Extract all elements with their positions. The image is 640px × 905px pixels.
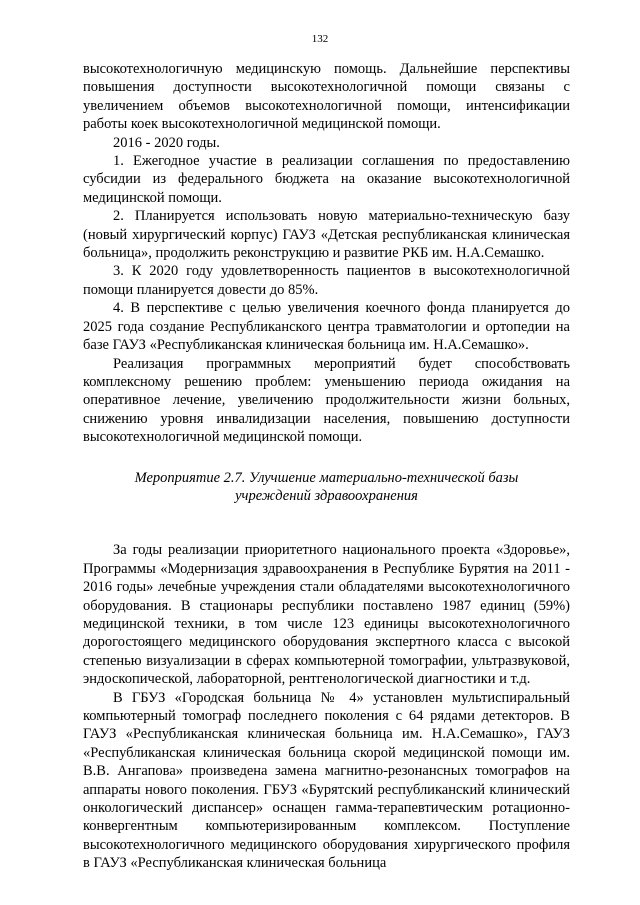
paragraph-item-2: 2. Планируется использовать новую материально-техническую базу (новый хирургический корпус) ГАУЗ «Детская республиканская клиническая больница», продолжить реконструкцию и развитие РКБ им. Н.А.Семашко.	[83, 208, 570, 262]
paragraph-hospitals: В ГБУЗ «Городская больница № 4» установлен мультиспиральный компьютерный томограф последнего поколения с 64 рядами детекторов. В ГАУЗ «Республиканская клиническая больница им. Н.А.Семашко», ГАУЗ «Республиканская клиническая больница скорой медицинской помощи им. В.В. Ангапова» произведена замена магнитно-резонансных томографов на аппараты нового поколения. ГБУЗ «Бурятский республиканский клинический онкологический диспансер» оснащен гамма-терапевтическим ротационно-конвергентным компьютеризированным комплексом. Поступление высокотехнологичного медицинского оборудования хирургического профиля в ГАУЗ «Республиканская клиническая больница	[83, 689, 570, 872]
section-heading-line-2: учреждений здравоохранения	[235, 487, 418, 504]
paragraph-item-3: 3. К 2020 году удовлетворенность пациентов в высокотехнологичной помощи планируется довести до 85%.	[83, 263, 570, 298]
paragraph-item-4: 4. В перспективе с целью увеличения коечного фонда планируется до 2025 года создание Республиканского центра травматологии и ортопедии на базе ГАУЗ «Республиканская клиническая больница им. Н.А.Семашко».	[83, 300, 570, 354]
document-body	[83, 60, 570, 873]
paragraph-continuation: высокотехнологичную медицинскую помощь. Дальнейшие перспективы повышения доступности высокотехнологичной помощи связаны с увеличением объемов высокотехнологичной помощи, интенсификации работы коек высокотехнологичной медицинской помощи.	[83, 61, 570, 133]
section-heading	[83, 469, 570, 506]
paragraph-equipment: За годы реализации приоритетного национального проекта «Здоровье», Программы «Модернизация здравоохранения в Республике Бурятия на 2011 - 2016 годы» лечебные учреждения стали обладателями высокотехнологичного оборудования. В стационары республики поставлено 1987 единиц (59%) медицинской техники, в том числе 123 единицы высокотехнологичного дорогостоящего медицинского оборудования экспертного класса с высокой степенью визуализации в сферах компьютерной томографии, ультразвуковой, эндоскопической, лабораторной, рентгенологической диагностики и т.д.	[83, 542, 570, 688]
paragraph-item-1: 1. Ежегодное участие в реализации соглашения по предоставлению субсидии из федерального бюджета на оказание высокотехнологичной медицинской помощи.	[83, 153, 570, 206]
section-heading-line-1: Мероприятие 2.7. Улучшение материально-технической базы	[134, 469, 519, 486]
paragraph-summary: Реализация программных мероприятий будет способствовать комплексному решению проблем: уменьшению периода ожидания на оперативное лечение, увеличению продолжительности жизни больных, снижению уровня инвалидизации населения, повышению доступности высокотехнологичной медицинской помощи.	[83, 355, 570, 446]
page-number: 132	[311, 33, 329, 45]
paragraph-period: 2016 - 2020 годы.	[113, 134, 220, 151]
